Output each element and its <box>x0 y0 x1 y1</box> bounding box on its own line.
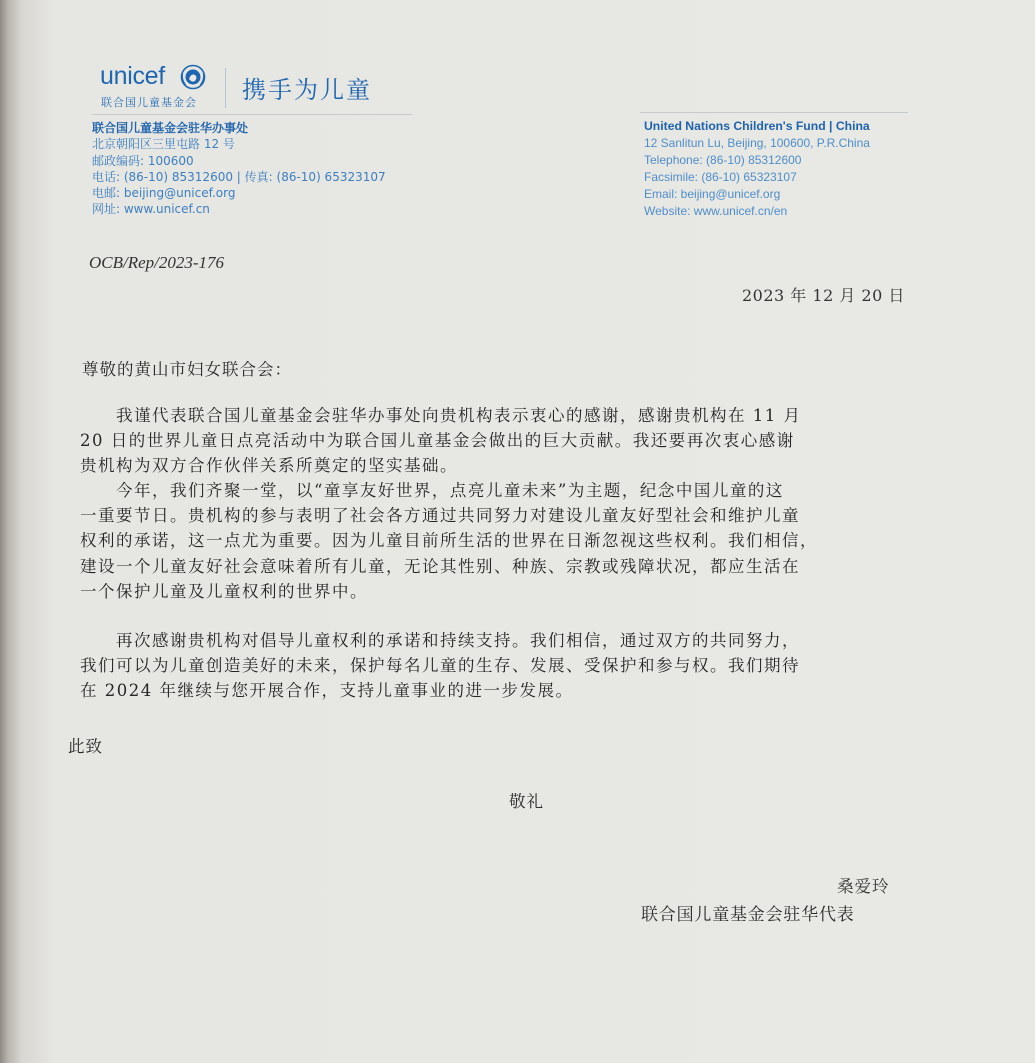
paragraph-line: 权利的承诺，这一点尤为重要。因为儿童目前所生活的世界在日渐忽视这些权利。我们相信， <box>80 531 818 551</box>
paragraph-line: 今年，我们齐聚一堂，以“童享友好世界，点亮儿童未来”为主题，纪念中国儿童的这 <box>80 481 784 500</box>
contact-block-en <box>644 118 870 219</box>
logo-divider <box>225 68 226 108</box>
unicef-subtitle-cn: 联合国儿童基金会 <box>101 96 197 109</box>
letter-date: 2023 年 12 月 20 日 <box>742 286 905 305</box>
paragraph-line: 一重要节日。贵机构的参与表明了社会各方通过共同努力对建设儿童友好型社会和维护儿童 <box>80 506 800 526</box>
reference-number: OCB/Rep/2023-176 <box>89 253 225 272</box>
closing-phrase-2: 敬礼 <box>509 792 544 811</box>
paragraph-line: 我们可以为儿童创造美好的未来，保护每名儿童的生存、发展、受保护和参与权。我们期待 <box>80 656 800 676</box>
phone-fax-cn: 电话: (86-10) 85312600 | 传真: (86-10) 65323107 <box>92 169 386 184</box>
signatory-name: 桑爱玲 <box>837 877 890 896</box>
slogan: 携手为儿童 <box>242 76 372 104</box>
paragraph-line: 在 2024 年继续与您开展合作，支持儿童事业的进一步发展。 <box>80 681 574 701</box>
closing-phrase-1: 此致 <box>68 737 103 756</box>
website-en: Website: www.unicef.cn/en <box>644 203 788 218</box>
signatory-title: 联合国儿童基金会驻华代表 <box>641 905 855 925</box>
paragraph-1 <box>80 403 920 479</box>
paragraph-2 <box>80 478 920 604</box>
contact-block-cn <box>92 120 386 218</box>
website-cn: 网址: www.unicef.cn <box>92 202 210 217</box>
paragraph-line: 再次感谢贵机构对倡导儿童权利的承诺和持续支持。我们相信，通过双方的共同努力， <box>80 631 800 650</box>
telephone-en: Telephone: (86-10) 85312600 <box>644 152 802 167</box>
salutation: 尊敬的黄山市妇女联合会： <box>82 360 292 379</box>
paragraph-line: 建设一个儿童友好社会意味着所有儿童，无论其性别、种族、宗教或残障状况，都应生活在 <box>80 556 800 576</box>
email-en: Email: beijing@unicef.org <box>644 186 781 201</box>
facsimile-en: Facsimile: (86-10) 65323107 <box>644 169 797 184</box>
office-name-en: United Nations Children's Fund | China <box>644 119 870 133</box>
header-rule-right <box>640 112 908 113</box>
header-rule-left <box>92 114 412 115</box>
email-cn: 电邮: beijing@unicef.org <box>92 186 236 201</box>
address-en: 12 Sanlitun Lu, Beijing, 100600, P.R.China <box>644 135 870 150</box>
paragraph-line: 一个保护儿童及儿童权利的世界中。 <box>80 581 368 601</box>
postcode-cn: 邮政编码: 100600 <box>92 153 194 168</box>
paragraph-line: 20 日的世界儿童日点亮活动中为联合国儿童基金会做出的巨大贡献。我还要再次衷心感谢 <box>80 431 795 451</box>
paragraph-line: 贵机构为双方合作伙伴关系所奠定的坚实基础。 <box>80 456 458 476</box>
paragraph-3 <box>80 628 920 704</box>
unicef-wordmark: unicef <box>100 62 165 90</box>
paragraph-line: 我谨代表联合国儿童基金会驻华办事处向贵机构表示衷心的感谢，感谢贵机构在 11 月 <box>80 406 802 425</box>
unicef-globe-emblem-icon <box>180 64 206 90</box>
office-name-cn: 联合国儿童基金会驻华办事处 <box>92 121 249 135</box>
address-cn: 北京朝阳区三里屯路 12 号 <box>92 137 235 152</box>
